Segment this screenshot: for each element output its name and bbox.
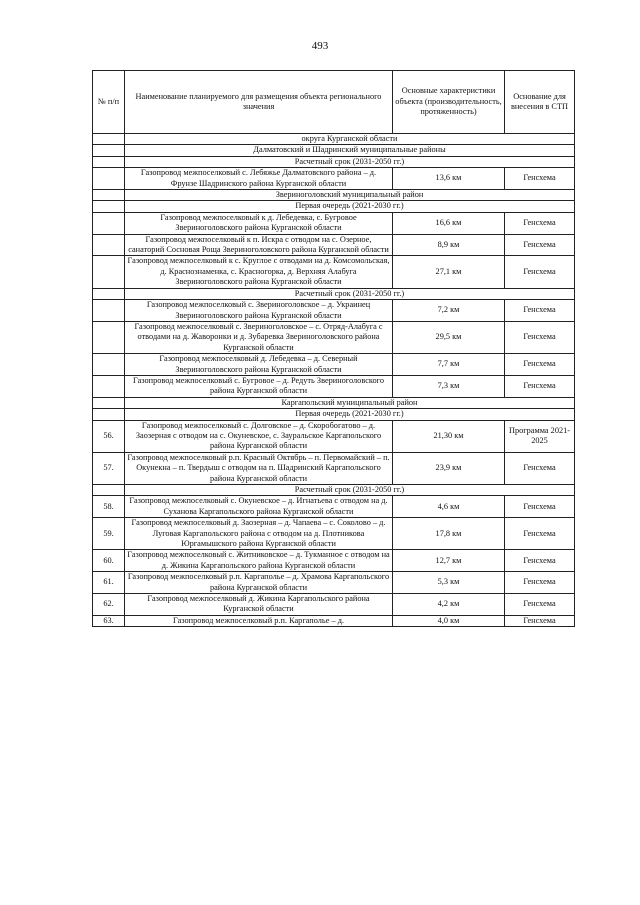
object-name: Газопровод межпоселковый с. Лебяжье Далматовского района – д. Фрунзе Шадринского района Курганской области xyxy=(125,168,393,190)
object-characteristic: 27,1 км xyxy=(393,256,505,288)
row-num-cell xyxy=(93,190,125,201)
object-name: Газопровод межпоселковый д. Заозерная – д. Чапаева – с. Соколово – д. Луговая Каргапольского района с отводом на д. Плотникова Юргамышского района Курганской области xyxy=(125,518,393,550)
object-characteristic: 17,8 км xyxy=(393,518,505,550)
row-number xyxy=(93,321,125,353)
object-characteristic: 7,3 км xyxy=(393,375,505,397)
object-name: Газопровод межпоселковый с. Долговское – д. Скоробогатово – д. Заозерная с отводом на с. Окуневское, с. Зауральское Каргапольского района Курганской области xyxy=(125,420,393,452)
row-number: 60. xyxy=(93,550,125,572)
table-row xyxy=(93,321,575,353)
inclusion-basis: Генсхема xyxy=(505,168,575,190)
section-row xyxy=(93,145,575,156)
row-number: 63. xyxy=(93,615,125,626)
section-title: Далматовский и Шадринский муниципальные районы xyxy=(125,145,575,156)
object-name: Газопровод межпоселковый к д. Лебедевка, с. Бугровое Звериноголовского района Курганской области xyxy=(125,212,393,234)
row-number xyxy=(93,212,125,234)
section-row xyxy=(93,397,575,408)
object-characteristic: 7,7 км xyxy=(393,354,505,376)
inclusion-basis: Генсхема xyxy=(505,496,575,518)
object-name: Газопровод межпоселковый с. Звериноголовское – д. Украинец Звериноголовского района Курганской области xyxy=(125,300,393,322)
row-number: 62. xyxy=(93,594,125,616)
inclusion-basis: Генсхема xyxy=(505,354,575,376)
object-characteristic: 23,9 км xyxy=(393,452,505,484)
table-row xyxy=(93,168,575,190)
table-row xyxy=(93,550,575,572)
row-num-cell xyxy=(93,397,125,408)
object-characteristic: 29,5 км xyxy=(393,321,505,353)
header-basis: Основание для внесения в СТП xyxy=(505,71,575,134)
row-num-cell xyxy=(93,156,125,167)
row-number xyxy=(93,354,125,376)
object-name: Газопровод межпоселковый р.п. Красный Октябрь – п. Первомайский – п. Окунекна – п. Твердыш с отводом на п. Шадринский Каргапольского района Курганской области xyxy=(125,452,393,484)
table-row xyxy=(93,256,575,288)
row-number xyxy=(93,256,125,288)
inclusion-basis: Генсхема xyxy=(505,518,575,550)
object-characteristic: 4,2 км xyxy=(393,594,505,616)
object-name: Газопровод межпоселковый с. Бугровое – д. Редуть Звериноголовского района Курганской области xyxy=(125,375,393,397)
header-characteristics: Основные характеристики объекта (производительность, протяженность) xyxy=(393,71,505,134)
inclusion-basis: Генсхема xyxy=(505,256,575,288)
section-title: округа Курганской области xyxy=(125,134,575,145)
table-row xyxy=(93,300,575,322)
section-title: Расчетный срок (2031-2050 гг.) xyxy=(125,288,575,299)
row-number: 56. xyxy=(93,420,125,452)
object-name: Газопровод межпоселковый к с. Круглое с отводами на д. Комсомольская, д. Краснознаменка, с. Красногорка, д. Верхняя Алабуга Звериноголовского района Курганской области xyxy=(125,256,393,288)
inclusion-basis: Генсхема xyxy=(505,212,575,234)
section-title: Каргапольский муниципальный район xyxy=(125,397,575,408)
section-title: Расчетный срок (2031-2050 гг.) xyxy=(125,485,575,496)
row-number xyxy=(93,168,125,190)
table-body xyxy=(93,134,575,627)
header-num: № п/п xyxy=(93,71,125,134)
object-name: Газопровод межпоселковый р.п. Каргаполье – д. Храмова Каргапольского района Курганской области xyxy=(125,572,393,594)
table-row xyxy=(93,496,575,518)
object-name: Газопровод межпоселковый к п. Искра с отводом на с. Озерное, санаторий Сосновая Роща Звериноголовского района Курганской области xyxy=(125,234,393,256)
object-characteristic: 7,2 км xyxy=(393,300,505,322)
table-row xyxy=(93,518,575,550)
row-num-cell xyxy=(93,288,125,299)
object-characteristic: 4,6 км xyxy=(393,496,505,518)
object-characteristic: 12,7 км xyxy=(393,550,505,572)
inclusion-basis: Генсхема xyxy=(505,452,575,484)
inclusion-basis: Генсхема xyxy=(505,615,575,626)
row-num-cell xyxy=(93,409,125,420)
section-title: Звериноголовский муниципальный район xyxy=(125,190,575,201)
row-num-cell xyxy=(93,134,125,145)
object-characteristic: 4,0 км xyxy=(393,615,505,626)
object-characteristic: 8,9 км xyxy=(393,234,505,256)
row-num-cell xyxy=(93,201,125,212)
table-row xyxy=(93,420,575,452)
object-characteristic: 16,6 км xyxy=(393,212,505,234)
section-row xyxy=(93,409,575,420)
inclusion-basis: Генсхема xyxy=(505,321,575,353)
section-row xyxy=(93,201,575,212)
inclusion-basis: Генсхема xyxy=(505,594,575,616)
section-row xyxy=(93,156,575,167)
row-number: 58. xyxy=(93,496,125,518)
inclusion-basis: Программа 2021-2025 xyxy=(505,420,575,452)
row-num-cell xyxy=(93,145,125,156)
object-characteristic: 5,3 км xyxy=(393,572,505,594)
row-number xyxy=(93,300,125,322)
table-row xyxy=(93,452,575,484)
header-name: Наименование планируемого для размещения объекта регионального значения xyxy=(125,71,393,134)
object-characteristic: 21,30 км xyxy=(393,420,505,452)
table-row xyxy=(93,354,575,376)
table-row xyxy=(93,594,575,616)
table-row xyxy=(93,375,575,397)
inclusion-basis: Генсхема xyxy=(505,234,575,256)
row-num-cell xyxy=(93,485,125,496)
row-number: 61. xyxy=(93,572,125,594)
section-row xyxy=(93,190,575,201)
table-row xyxy=(93,234,575,256)
table-header-row xyxy=(93,71,575,134)
inclusion-basis: Генсхема xyxy=(505,375,575,397)
table-row xyxy=(93,572,575,594)
row-number: 57. xyxy=(93,452,125,484)
object-name: Газопровод межпоселковый д. Лебедевка – д. Северный Звериноголовского района Курганской области xyxy=(125,354,393,376)
table-row xyxy=(93,212,575,234)
inclusion-basis: Генсхема xyxy=(505,550,575,572)
row-number: 59. xyxy=(93,518,125,550)
object-name: Газопровод межпоселковый с. Окуневское – д. Игнатьева с отводом на д. Суханова Каргапольского района Курганской области xyxy=(125,496,393,518)
inclusion-basis: Генсхема xyxy=(505,572,575,594)
row-number xyxy=(93,234,125,256)
object-name: Газопровод межпоселковый с. Житниковское – д. Тукманное с отводом на д. Жикина Каргапольского района Курганской области xyxy=(125,550,393,572)
section-title: Первая очередь (2021-2030 гг.) xyxy=(125,201,575,212)
object-name: Газопровод межпоселковый д. Жикина Каргапольского района Курганской области xyxy=(125,594,393,616)
section-row xyxy=(93,485,575,496)
objects-table xyxy=(92,70,575,627)
page-number: 493 xyxy=(311,40,329,52)
table-row xyxy=(93,615,575,626)
object-name: Газопровод межпоселковый с. Звериноголовское – с. Отряд-Алабуга с отводами на д. Жаворонки и д. Зубаревка Звериноголовского района Курганской области xyxy=(125,321,393,353)
section-row xyxy=(93,134,575,145)
row-number xyxy=(93,375,125,397)
section-title: Расчетный срок (2031-2050 гг.) xyxy=(125,156,575,167)
object-characteristic: 13,6 км xyxy=(393,168,505,190)
section-row xyxy=(93,288,575,299)
section-title: Первая очередь (2021-2030 гг.) xyxy=(125,409,575,420)
inclusion-basis: Генсхема xyxy=(505,300,575,322)
object-name: Газопровод межпоселковый р.п. Каргаполье – д. xyxy=(125,615,393,626)
